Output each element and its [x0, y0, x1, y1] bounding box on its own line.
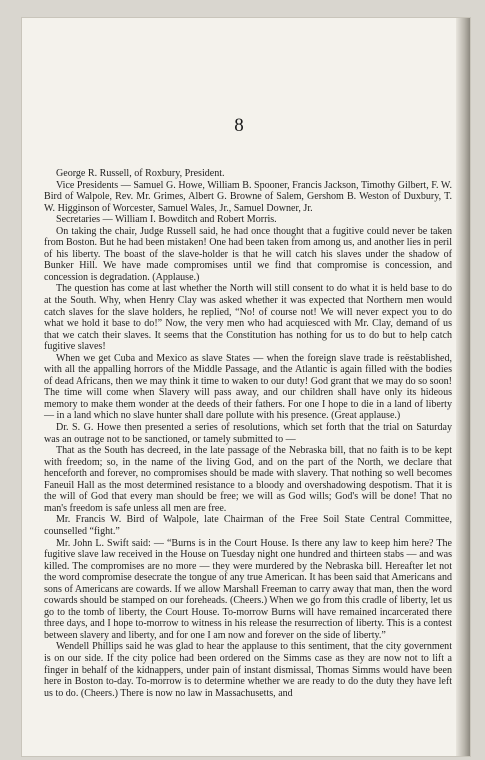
- page-number: 8: [234, 115, 244, 136]
- paragraph: Vice Presidents — Samuel G. Howe, William B. Spooner, Francis Jackson, Timothy Gilbert, F. W. Bird of Walpole, Rev. Mr. Grimes, Albert G. Browne of Salem, Gershom B. Weston of Duxbury, T. W. Higginson of Worcester, Samuel Wales, Jr., Samuel Downer, Jr.: [44, 179, 452, 214]
- paragraph: Dr. S. G. Howe then presented a series of resolutions, which set forth that the trial on Saturday was an outrage not to be sanctioned, or tamely submitted to —: [44, 422, 452, 445]
- paragraph: The question has come at last whether the North will still consent to do what it is held base to do at the South. Why, when Henry Clay was asked whether it was expected that Northern men would catch slaves for the slave holders, he replied, “No! of course not! We will never expect you to do what we hold it base to do!” Now, the very men who had acquiesced with Mr. Clay, demand of us that we catch their slaves. It seems that the Constitution has nothing for us to do but to help catch fugitive slaves!: [44, 283, 452, 353]
- paragraph: Mr. John L. Swift said: — “Burns is in the Court House. Is there any law to keep him here? The fugitive slave law received in the House on Tuesday night one hundred and thirteen stabs — and was killed. The compromises are no more — they were murdered by the Nebraska bill. Hereafter let not the word compromise desecrate the tongue of any true American. It has been said that Americans and sons of Americans are cowards. If we allow Marshall Freeman to carry away that man, then the word cowards should be stamped on our foreheads. (Cheers.) When we go from this cradle of liberty, let us go to the tomb of liberty, the Court House. To-morrow Burns will have remained incarcerated there three days, and I hope to-morrow to witness in his release the resurrection of liberty. This is a contest between slavery and liberty, and for one I am now and forever on the side of liberty.”: [44, 537, 452, 641]
- paragraph: George R. Russell, of Roxbury, President.: [56, 168, 225, 179]
- paragraph: When we get Cuba and Mexico as slave States — when the foreign slave trade is reëstablished, with all the appalling horrors of the Middle Passage, and the Atlantic is again filled with the bodies of dead Africans, then we may think it time to waken to our duty! God grant that we may do so soon! The time will come when Slavery will pass away, and our children shall have only its hideous memory to make them wonder at the deeds of their fathers. For one I hope to die in a land of liberty — in a land which no slave hunter shall dare pollute with his presence. (Great applause.): [44, 352, 452, 422]
- paragraph: Wendell Phillips said he was glad to hear the applause to this sentiment, that the city government is on our side. If the city police had been ordered on the Simms case as they are now not to lift a finger in behalf of the kidnappers, under pain of instant dismissal, Thomas Simms would have been here in Boston to-day. To-morrow is to determine whether we are ready to do the duty they have left us to do. (Cheers.) There is now no law in Massachusetts, and: [44, 641, 452, 699]
- paragraph: Mr. Francis W. Bird of Walpole, late Chairman of the Free Soil State Central Committee, counselled “fight.”: [44, 514, 452, 537]
- paragraph: That as the South has decreed, in the late passage of the Nebraska bill, that no faith is to be kept with freedom; so, in the name of the living God, and on the part of the North, we declare that henceforth and forever, no compromises should be made with slavery. That nothing so well becomes Faneuil Hall as the most determined resistance to a bloody and overshadowing despotism. That it is the will of God that every man should be free; we will as God wills; God's will be done! That no man's freedom is safe unless all men are free.: [44, 445, 452, 514]
- document-page: [22, 18, 470, 756]
- document-body: [44, 168, 452, 699]
- paragraph: Secretaries — William I. Bowditch and Robert Morris.: [56, 214, 277, 226]
- page-binding-edge: [456, 18, 470, 756]
- paragraph: On taking the chair, Judge Russell said, he had once thought that a fugitive could never be taken from Boston. But he had been mistaken! One had been taken from among us, and another lies in peril of his liberty. The boast of the slave-holder is that he will catch his slaves under the shadow of Bunker Hill. We have made compromises until we find that compromise is concession, and concession is degradation. (Applause.): [44, 225, 452, 283]
